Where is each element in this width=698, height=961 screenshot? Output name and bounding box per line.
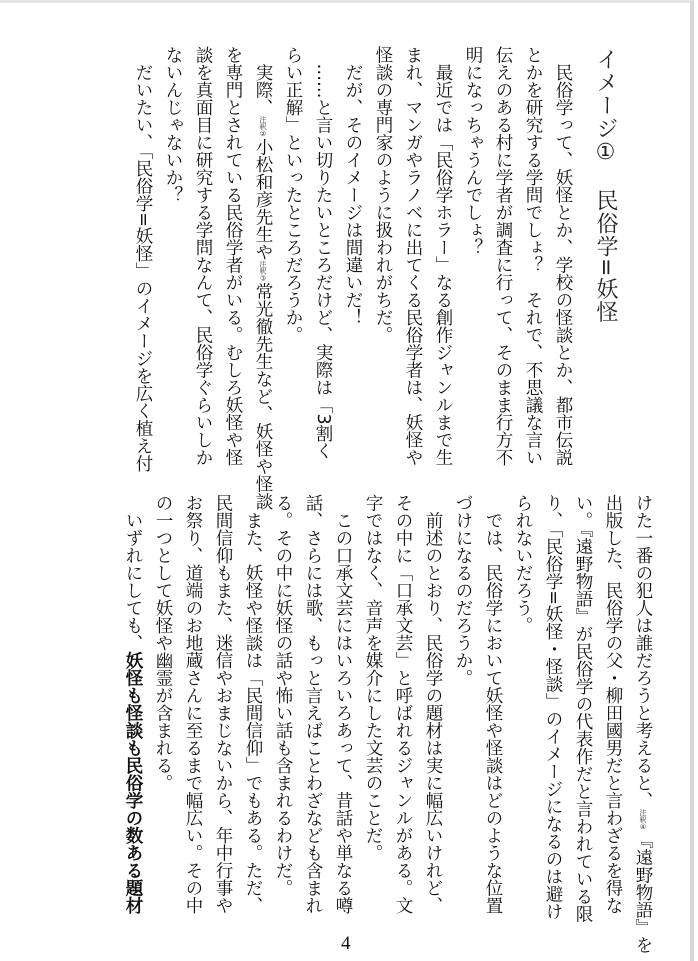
text-line	[628, 494, 658, 954]
text-segment: り、「民俗学=妖怪・怪談」のイメージになるのは避け	[543, 494, 563, 920]
top-text-block	[128, 46, 578, 510]
text-segment: ……と言い切りたいところだけど、実際は「3割く	[313, 46, 333, 460]
text-line	[218, 46, 248, 486]
text-segment: 『遠野物語』を	[633, 831, 653, 954]
text-segment: 民俗学って、妖怪とか、学校の怪談とか、都市伝説	[553, 46, 573, 466]
text-segment: 字ではなく、音声を媒介にした文芸のことだ。	[363, 494, 383, 862]
text-line	[548, 46, 578, 486]
section-title: イメージ① 民俗学=妖怪	[593, 48, 618, 324]
text-segment: 常光徹先生など、妖怪や怪談	[253, 282, 273, 510]
text-line	[478, 494, 508, 924]
text-segment: 実際、	[253, 46, 273, 116]
text-line	[538, 494, 568, 924]
footnote-marker: 注釈③	[259, 260, 267, 283]
text-line	[298, 494, 328, 924]
text-line	[368, 46, 398, 486]
text-line	[518, 46, 548, 486]
text-line	[568, 494, 598, 924]
text-segment: られないだろう。	[513, 494, 533, 634]
text-segment: だいたい、「民俗学=妖怪」のイメージを広く植え付	[133, 46, 153, 472]
text-segment: では、民俗学において妖怪や怪談はどのような位置	[483, 494, 503, 914]
emphasized-text: 妖怪も怪談も民俗学の数ある題材	[123, 651, 143, 914]
text-segment: いずれにしても、	[123, 494, 143, 652]
text-segment: の一つとして妖怪や幽霊が含まれる。	[153, 494, 173, 792]
text-segment: る。その中に妖怪の話や怖い話も含まれるわけだ。	[273, 494, 293, 897]
text-line	[278, 46, 308, 486]
text-line	[128, 46, 158, 486]
text-segment: また、妖怪や怪談は「民間信仰」でもある。ただ、	[243, 494, 263, 914]
text-segment: この口承文芸にはいろいろあって、昔話や単なる噂	[333, 494, 353, 914]
text-segment: 明になっちゃうんでしょ？	[463, 46, 483, 256]
text-line	[158, 46, 188, 486]
text-segment: ないんじゃないか？	[163, 46, 183, 204]
text-line	[398, 46, 428, 486]
text-line	[268, 494, 298, 924]
text-segment: い。『遠野物語』が民俗学の代表作だと言われている限	[573, 494, 593, 923]
text-line	[308, 46, 338, 486]
text-line	[388, 494, 418, 924]
text-segment: けた一番の犯人は誰だろうと考えると、	[633, 494, 653, 809]
footnote-marker: 注釈④	[639, 809, 647, 831]
text-line	[458, 46, 488, 486]
text-line	[358, 494, 388, 924]
text-segment: 怪談の専門家のように扱われがちだ。	[373, 46, 393, 344]
text-line	[598, 494, 628, 924]
text-segment: 話、さらには歌、もっと言えばことわざなども含まれ	[303, 494, 323, 914]
text-line	[448, 494, 478, 924]
bottom-text-block	[118, 494, 658, 954]
text-segment: を専門とされている民俗学者がいる。むしろ妖怪や怪	[223, 46, 243, 466]
text-line	[238, 494, 268, 924]
text-segment: その中に「口承文芸」と呼ばれるジャンルがある。文	[393, 494, 413, 914]
text-line	[328, 494, 358, 924]
text-segment: 小松和彦先生や	[253, 138, 273, 261]
text-line	[428, 46, 458, 486]
text-line	[248, 46, 278, 510]
text-segment: づけになるのだろうか。	[453, 494, 473, 687]
text-line	[418, 494, 448, 924]
text-line	[188, 46, 218, 486]
text-line	[178, 494, 208, 924]
text-segment: 伝えのある村に学者が調査に行って、そのまま行方不	[493, 46, 513, 466]
text-segment: お祭り、道端のお地蔵さんに至るまで幅広い。その中	[183, 494, 203, 914]
text-line	[508, 494, 538, 924]
text-line	[208, 494, 238, 924]
text-segment: とかを研究する学問でしょ？ それで、不思議な言い	[523, 46, 543, 466]
text-line	[118, 494, 148, 924]
text-segment: まれ、マンガやラノベに出てくる民俗学者は、妖怪や	[403, 46, 423, 466]
text-segment: 最近では「民俗学ホラー」なる創作ジャンルまで生	[433, 46, 453, 466]
text-line	[148, 494, 178, 924]
text-segment: 民間信仰もまた、迷信やおまじないから、年中行事や	[213, 494, 233, 914]
text-line	[488, 46, 518, 486]
page-number: 4	[341, 933, 351, 954]
text-line	[338, 46, 368, 486]
text-segment: らい正解」といったところだろうか。	[283, 46, 303, 344]
text-segment: だが、そのイメージは間違いだ！	[343, 46, 363, 326]
text-segment: 談を真面目に研究する学問なんて、民俗学ぐらいしか	[193, 46, 213, 466]
footnote-marker: 注釈②	[259, 116, 267, 138]
text-segment: 出版した、民俗学の父・柳田國男だと言わざるを得な	[603, 494, 623, 914]
text-segment: 前述のとおり、民俗学の題材は実に幅広いけれど、	[423, 494, 443, 914]
